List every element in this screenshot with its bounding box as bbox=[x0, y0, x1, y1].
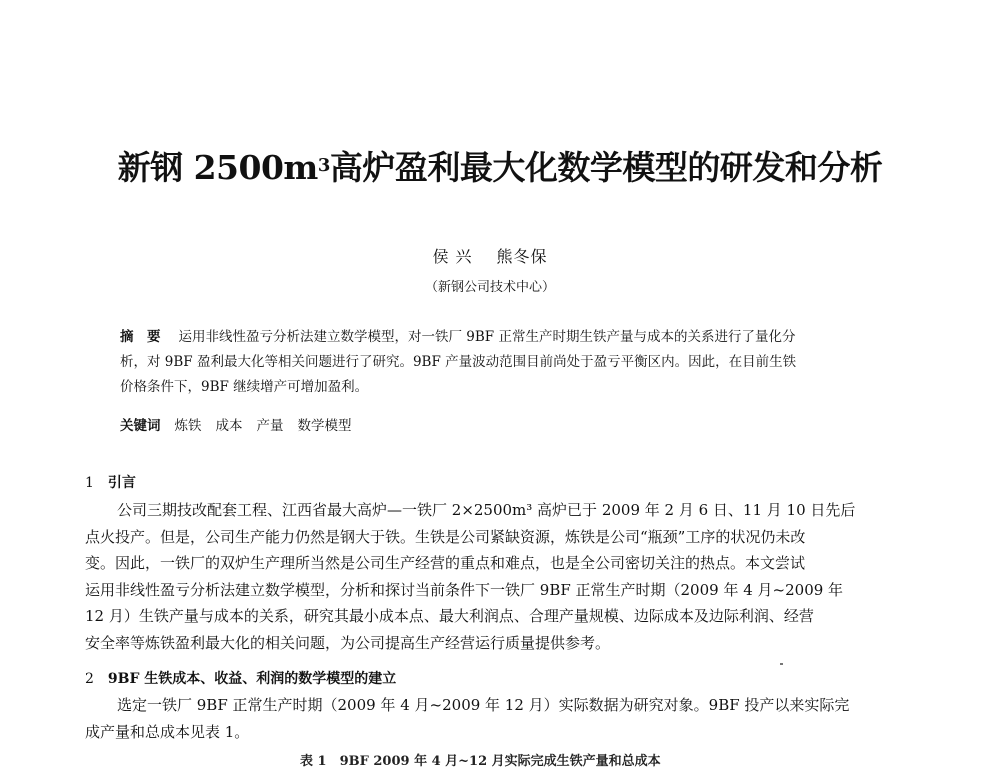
keywords bbox=[120, 414, 366, 434]
body-line: 选定一铁厂 9BF 正常生产时期（2009 年 4 月~2009 年 12 月）实际数据为研究对象。9BF 投产以来实际完 bbox=[117, 696, 850, 714]
body-line: 点火投产。但是，公司生产能力仍然是钢大于铁。生铁是公司紧缺资源，炼铁是公司“瓶颈”工序的状况仍未改 bbox=[85, 527, 806, 546]
section-1-heading bbox=[85, 472, 136, 492]
keyword: 成本 bbox=[215, 418, 243, 434]
body-line: 安全率等炼铁盈利最大化的相关问题，为公司提高生产经营运行质量提供参考。 bbox=[85, 633, 611, 652]
table-caption: 表 1 9BF 2009 年 4 月~12 月实际完成生铁产量和总成本 bbox=[300, 754, 661, 769]
section-2-body bbox=[85, 692, 915, 745]
abstract-line: 价格条件下，9BF 继续增产可增加盈利。 bbox=[120, 379, 369, 395]
title-rest: 高炉盈利最大化数学模型的研发和分析 bbox=[329, 148, 883, 187]
body-line: 12 月）生铁产量与成本的关系，研究其最小成本点、最大利润点、合理产量规模、边际成本及边际利润、经营 bbox=[85, 607, 814, 625]
scan-speck bbox=[780, 663, 783, 665]
author-name: 熊冬保 bbox=[496, 247, 548, 266]
section-number: 2 bbox=[85, 671, 94, 687]
section-title: 9BF 生铁成本、收益、利润的数学模型的建立 bbox=[107, 671, 397, 687]
abstract-line bbox=[120, 325, 880, 350]
section-2-heading bbox=[85, 668, 396, 688]
keyword: 炼铁 bbox=[174, 418, 202, 434]
abstract bbox=[120, 325, 880, 400]
author-list bbox=[0, 244, 980, 267]
abstract-text: 运用非线性盈亏分析法建立数学模型，对一铁厂 9BF 正常生产时期生铁产量与成本的关系进行了量化分 bbox=[178, 329, 796, 345]
paper-title bbox=[60, 145, 940, 191]
section-number: 1 bbox=[85, 475, 94, 491]
affiliation: （新钢公司技术中心） bbox=[424, 280, 555, 295]
body-line: 运用非线性盈亏分析法建立数学模型，分析和探讨当前条件下一铁厂 9BF 正常生产时期（2009 年 4 月~2009 年 bbox=[85, 580, 844, 599]
author-name: 侯 兴 bbox=[432, 247, 473, 266]
title-superscript: 3 bbox=[317, 155, 330, 176]
title-main: 新钢 2500m bbox=[117, 148, 318, 187]
keyword: 产量 bbox=[256, 418, 284, 434]
abstract-label: 摘 要 bbox=[120, 329, 161, 345]
body-line: 成产量和总成本见表 1。 bbox=[85, 722, 250, 741]
keywords-label: 关键词 bbox=[120, 418, 161, 434]
section-title: 引言 bbox=[107, 475, 136, 491]
section-1-body bbox=[85, 497, 915, 656]
body-line: 公司三期技改配套工程、江西省最大高炉—一铁厂 2×2500m³ 高炉已于 2009 年 2 月 6 日、11 月 10 日先后 bbox=[117, 501, 856, 519]
body-line: 变。因此，一铁厂的双炉生产理所当然是公司生产经营的重点和难点，也是全公司密切关注的热点。本文尝试 bbox=[85, 554, 806, 572]
keyword: 数学模型 bbox=[297, 418, 352, 434]
abstract-line: 析，对 9BF 盈利最大化等相关问题进行了研究。9BF 产量波动范围目前尚处于盈亏平衡区内。因此，在目前生铁 bbox=[120, 354, 797, 370]
